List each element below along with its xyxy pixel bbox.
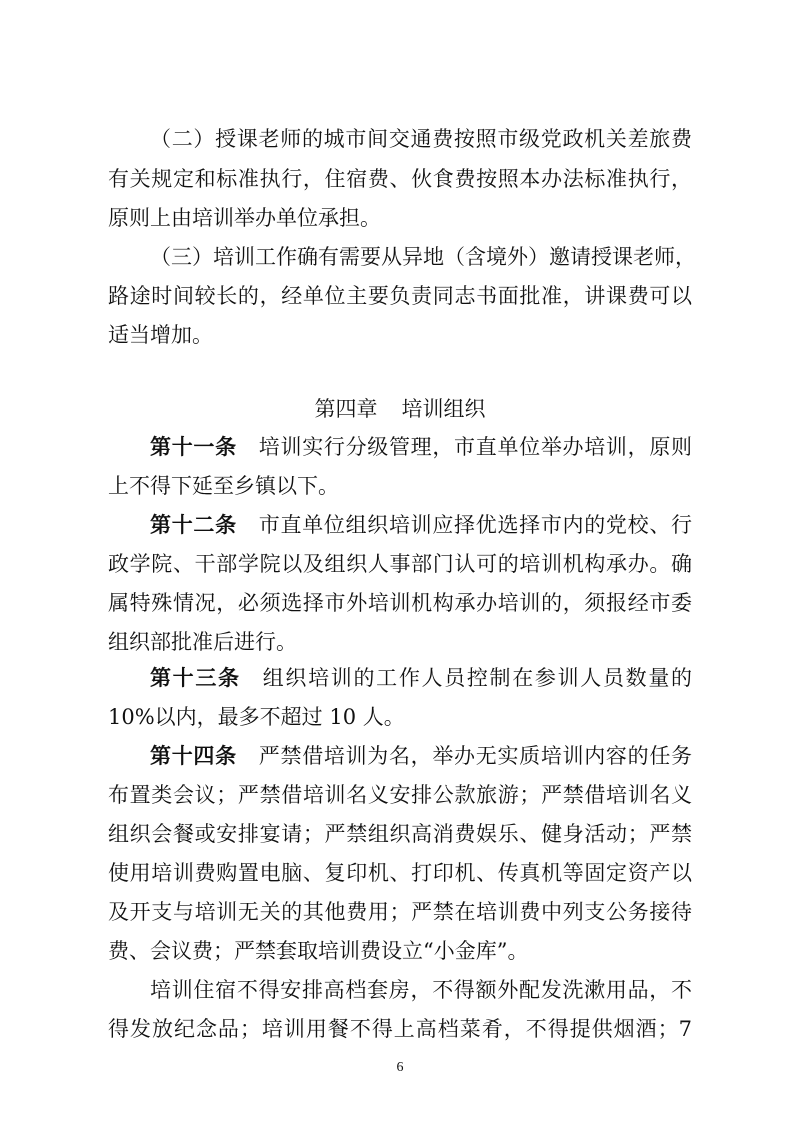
article-text: 培训实行分级管理，市直单位举办培训，原则 bbox=[258, 435, 693, 459]
chapter-title: 培训组织 bbox=[401, 397, 486, 421]
paragraph-line: （三）培训工作确有需要从异地（含境外）邀请授课老师， bbox=[150, 245, 696, 269]
paragraph-line: 使用培训费购置电脑、复印机、打印机、传真机等固定资产以 bbox=[108, 861, 692, 885]
article-title: 第十四条 bbox=[150, 744, 237, 768]
paragraph-line: 属特殊情况，必须选择市外培训机构承办培训的，须报经市委 bbox=[108, 591, 692, 615]
article-first-line bbox=[150, 508, 692, 542]
paragraph-line: 适当增加。 bbox=[108, 323, 213, 347]
article-first-line bbox=[150, 430, 692, 464]
article-text: 组织培训的工作人员控制在参训人员数量的 bbox=[262, 666, 693, 690]
paragraph-line: 原则上由培训举办单位承担。 bbox=[108, 206, 381, 230]
article-first-line bbox=[150, 661, 692, 695]
article-first-line bbox=[150, 739, 692, 773]
paragraph-line: 培训住宿不得安排高档套房，不得额外配发洗漱用品，不 bbox=[150, 978, 692, 1002]
paragraph-line: 路途时间较长的，经单位主要负责同志书面批准，讲课费可以 bbox=[108, 284, 692, 308]
page-number: 6 bbox=[396, 1060, 404, 1075]
article-text: 市直单位组织培训应择优选择市内的党校、行 bbox=[258, 513, 693, 537]
paragraph-line: 有关规定和标准执行，住宿费、伙食费按照本办法标准执行， bbox=[108, 167, 692, 191]
paragraph-line: 10%以内，最多不超过 10 人。 bbox=[108, 705, 405, 729]
paragraph-line: 组织会餐或安排宴请；严禁组织高消费娱乐、健身活动；严禁 bbox=[108, 822, 692, 846]
article-title: 第十二条 bbox=[150, 513, 237, 537]
article-title: 第十三条 bbox=[150, 666, 241, 690]
paragraph-line: 及开支与培训无关的其他费用；严禁在培训费中列支公务接待 bbox=[108, 900, 692, 924]
paragraph-line: 政学院、干部学院以及组织人事部门认可的培训机构承办。确 bbox=[108, 552, 692, 576]
article-title: 第十一条 bbox=[150, 435, 237, 459]
chapter-number: 第四章 bbox=[314, 397, 378, 421]
chapter-heading bbox=[0, 392, 800, 426]
paragraph-line: 上不得下延至乡镇以下。 bbox=[108, 474, 339, 498]
paragraph-line: 布置类会议；严禁借培训名义安排公款旅游；严禁借培训名义 bbox=[108, 783, 692, 807]
paragraph-line: 得发放纪念品；培训用餐不得上高档菜肴，不得提供烟酒；7 bbox=[108, 1017, 692, 1041]
paragraph-line: （二）授课老师的城市间交通费按照市级党政机关差旅费 bbox=[150, 127, 692, 151]
paragraph-line: 组织部批准后进行。 bbox=[108, 630, 297, 654]
paragraph-line: 费、会议费；严禁套取培训费设立“小金库”。 bbox=[108, 939, 529, 963]
article-text: 严禁借培训为名，举办无实质培训内容的任务 bbox=[258, 744, 693, 768]
